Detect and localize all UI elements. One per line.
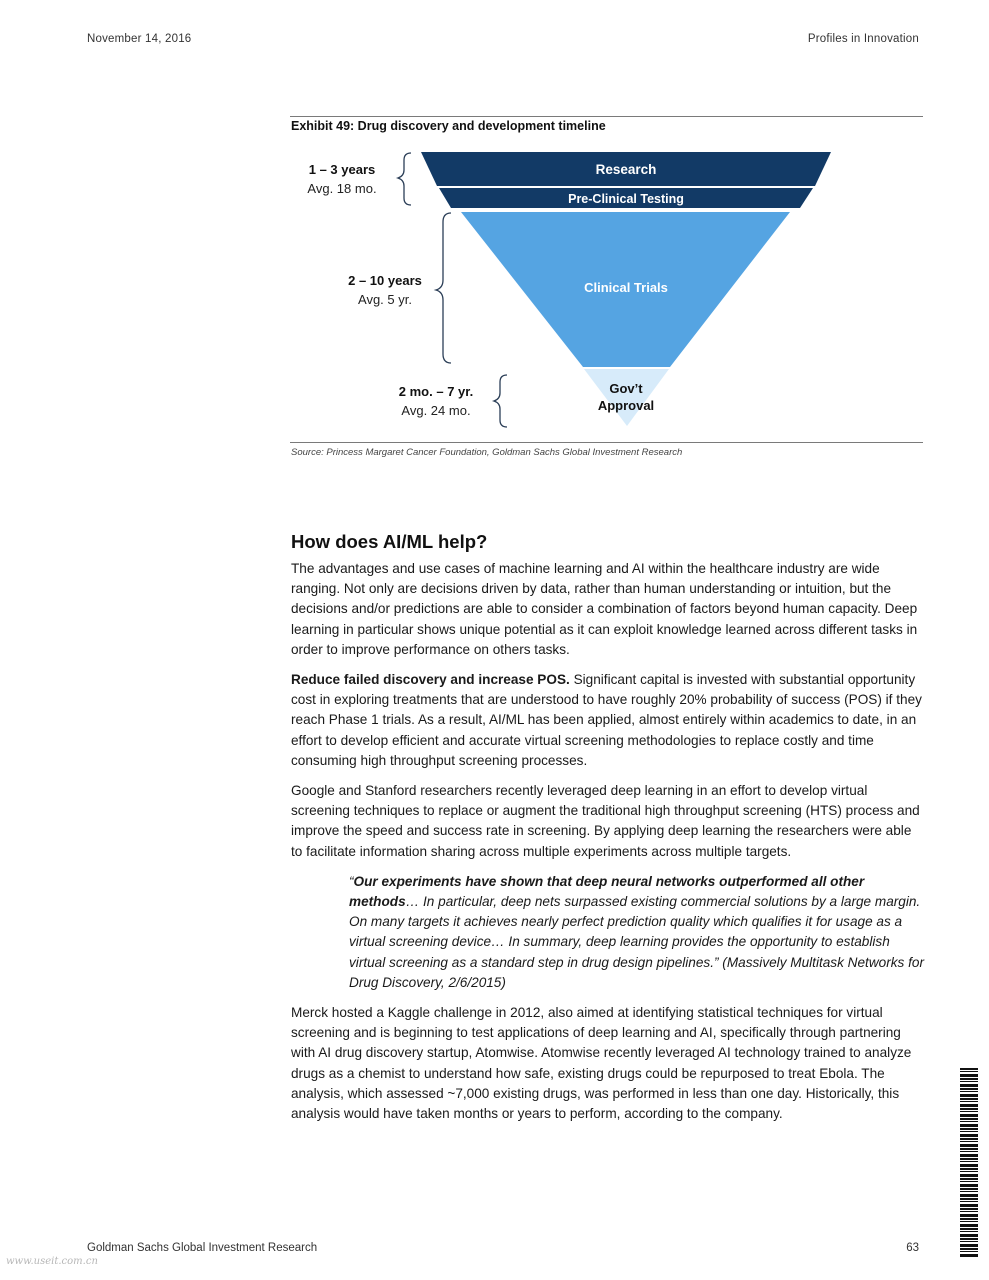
duration-2-avg: Avg. 5 yr. [358,292,412,307]
drug-timeline-funnel [290,140,930,440]
clinical-trials-label: Clinical Trials [584,280,668,295]
quote-bold: Our experiments have shown that deep neural networks outperformed all other methods [349,873,865,910]
section-heading: How does AI/ML help? [291,531,488,552]
paragraph-intro: The advantages and use cases of machine learning and AI within the healthcare industry are wide ranging. Not only are decisions driven by data, rather than human understanding or intuition, but the decisions and/or predictions are able to consider a combination of factors beyond human capacity. Deep learning in particular shows unique potential as it can exploit knowledge learned across different tasks in order to improve performance on others tasks. [291,561,918,657]
bracket-clinical [436,213,451,363]
page-number: 63 [906,1242,919,1254]
header-date: November 14, 2016 [87,33,192,45]
blockquote [349,872,926,993]
paragraph-google: Google and Stanford researchers recently leveraged deep learning in an effort to develop virtual screening techniques to replace or augment the traditional high throughput screening (HTS) process and improve the speed and success rate in screening. By applying deep learning the researchers were able to facilitate information sharing across multiple experiments across multiple targets. [291,783,920,859]
exhibit-source: Source: Princess Margaret Cancer Foundation, Goldman Sachs Global Investment Research [291,447,683,458]
paragraph-pos-text: Significant capital is invested with substantial opportunity cost in exploring treatments that are understood to have roughly 20% probability of success (POS) if they reach Phase 1 trials. As a result, AI/ML has been applied, almost entirely within academics to date, in an effort to develop efficient and accurate virtual screening methodologies to replace costly and time consuming high throughput screening processes. [291,672,922,768]
approval-label-line2: Approval [597,398,655,413]
watermark: www.useit.com.cn [6,1256,98,1267]
duration-1-avg: Avg. 18 mo. [307,181,377,196]
duration-3-avg: Avg. 24 mo. [401,403,471,418]
approval-label-line1: Gov’t [609,381,643,396]
footer-publisher: Goldman Sachs Global Investment Research [87,1242,318,1254]
side-barcode [960,1068,978,1258]
header-series: Profiles in Innovation [807,33,919,45]
exhibit-title: Exhibit 49: Drug discovery and development timeline [291,119,606,133]
research-label: Research [595,162,657,177]
article-body [291,531,926,1134]
duration-1-range: 1 – 3 years [308,162,376,177]
exhibit-bottom-rule [290,442,923,443]
quote-text: … In particular, deep nets surpassed existing commercial solutions by a large margin. On many targets it achieves nearly perfect prediction quality which qualifies it for usage as a virtual screening device… In summary, deep learning provides the opportunity to establish virtual screening as a standard step in drug design pipelines.” (Massively Multitask Networks for Drug Discovery, 2/6/2015) [349,894,924,990]
duration-2-range: 2 – 10 years [348,273,422,288]
paragraph-pos-lead: Reduce failed discovery and increase POS. [291,672,570,688]
paragraph-pos [291,670,926,771]
preclinical-label: Pre-Clinical Testing [568,192,684,206]
bracket-approval [494,375,507,427]
paragraph-merck: Merck hosted a Kaggle challenge in 2012, also aimed at identifying statistical techniques for virtual screening and is beginning to test applications of deep learning and AI, specifically through partnering with AI drug discovery startup, Atomwise. Atomwise recently leveraged AI technology trained to analyze drugs as a chemist to understand how safe, existing drugs could be repurposed to treat Ebola. The analysis, which assessed ~7,000 existing drugs, was performed in less than one day. Historically, this analysis would have taken months or years to perform, according to the company. [291,1005,912,1122]
bracket-research [398,153,411,205]
quote-open-mark: “ [349,873,354,889]
exhibit-top-rule [290,116,923,117]
duration-3-range: 2 mo. – 7 yr. [398,384,474,399]
